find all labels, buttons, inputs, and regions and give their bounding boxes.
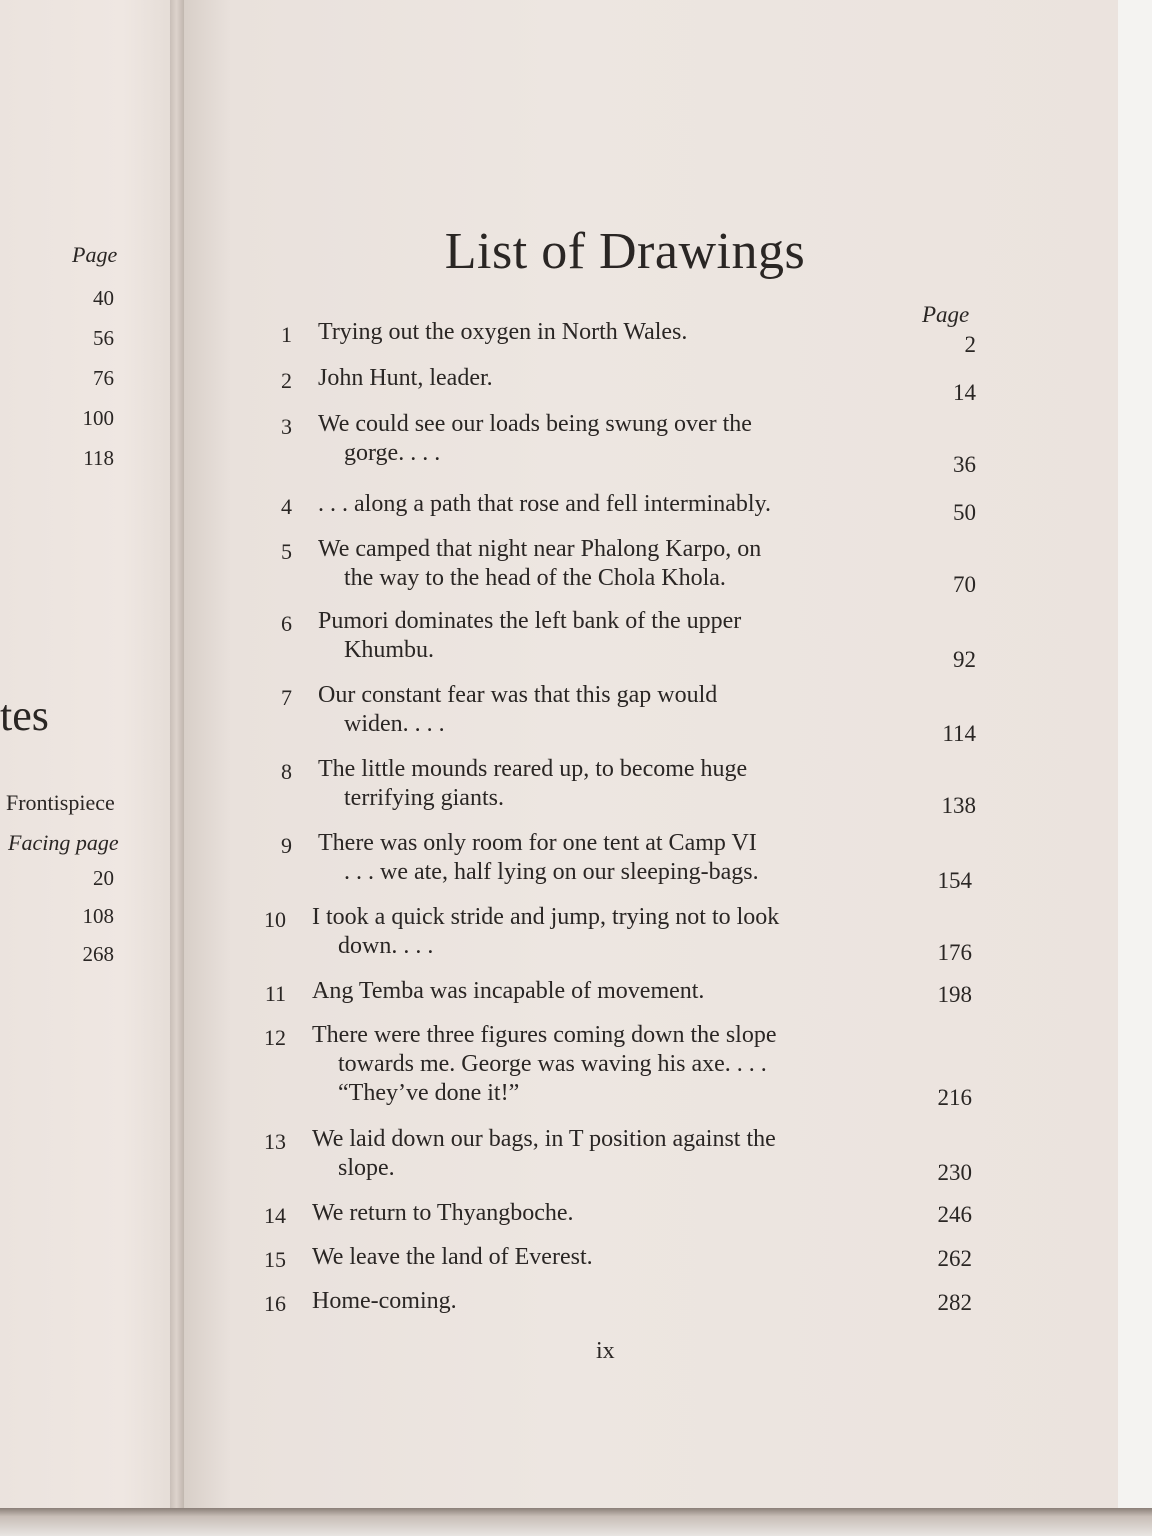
drawing-caption-line: slope. <box>338 1155 395 1181</box>
drawing-number: 3 <box>281 414 292 439</box>
drawing-caption-line: . . . along a path that rose and fell interminably. <box>318 491 771 517</box>
drawing-page-number: 216 <box>937 1085 972 1110</box>
page-title: List of Drawings <box>444 223 806 280</box>
drawing-caption-line: Pumori dominates the left bank of the upper <box>318 608 742 634</box>
drawing-number: 1 <box>281 322 292 347</box>
drawing-caption-line: . . . we ate, half lying on our sleeping-bags. <box>344 859 759 885</box>
drawing-caption-line: We return to Thyangboche. <box>312 1200 574 1226</box>
drawing-number: 5 <box>281 539 292 564</box>
drawing-number: 8 <box>281 759 292 784</box>
drawing-page-number: 50 <box>953 500 976 525</box>
drawing-number: 16 <box>264 1291 286 1316</box>
drawing-caption-line: We laid down our bags, in T position against the <box>312 1126 776 1152</box>
drawing-caption-line: terrifying giants. <box>344 785 504 811</box>
left-page-number: 76 <box>93 366 114 390</box>
left-page-frontispiece: Frontispiece <box>6 790 115 815</box>
drawing-page-number: 70 <box>953 572 976 597</box>
left-page-facing-head: Facing page <box>8 830 119 855</box>
left-page <box>0 0 176 1508</box>
drawing-number: 10 <box>264 907 286 932</box>
drawing-page-number: 176 <box>937 940 972 965</box>
left-page-facing-number: 268 <box>82 942 114 966</box>
drawing-number: 6 <box>281 611 292 636</box>
drawing-number: 11 <box>264 981 286 1006</box>
book-bottom-edge <box>0 1508 1152 1536</box>
drawing-caption-line: The little mounds reared up, to become huge <box>318 756 748 782</box>
drawing-number: 7 <box>281 685 292 710</box>
drawing-caption-line: down. . . . <box>338 933 434 959</box>
drawing-page-number: 282 <box>937 1290 972 1315</box>
drawing-caption-line: the way to the head of the Chola Khola. <box>344 565 726 591</box>
drawing-caption-line: We could see our loads being swung over the <box>318 411 752 437</box>
drawing-caption-line: There was only room for one tent at Camp VI <box>318 830 757 856</box>
left-page-heading-fragment: tes <box>0 691 49 740</box>
drawing-page-number: 138 <box>941 793 976 818</box>
left-page-facing-number: 20 <box>93 866 114 890</box>
drawing-caption-line: Trying out the oxygen in North Wales. <box>318 319 688 345</box>
drawing-page-number: 36 <box>953 452 976 477</box>
drawing-number: 9 <box>281 833 292 858</box>
drawing-page-number: 2 <box>964 332 976 357</box>
drawing-caption-line: Our constant fear was that this gap would <box>318 682 718 708</box>
drawing-page-number: 92 <box>953 647 976 672</box>
drawing-page-number: 230 <box>937 1160 972 1185</box>
left-page-facing-number: 108 <box>82 904 114 928</box>
drawing-number: 4 <box>281 494 292 519</box>
drawing-number: 2 <box>281 368 292 393</box>
left-page-number: 40 <box>93 286 114 310</box>
drawing-caption-line: We leave the land of Everest. <box>312 1244 593 1270</box>
drawing-page-number: 262 <box>937 1246 972 1271</box>
drawing-caption-line: Khumbu. <box>344 637 434 663</box>
drawing-caption-line: towards me. George was waving his axe. . . . <box>338 1051 767 1077</box>
drawing-page-number: 14 <box>953 380 976 405</box>
drawing-page-number: 154 <box>937 868 972 893</box>
drawing-page-number: 198 <box>937 982 972 1007</box>
drawing-number: 14 <box>264 1203 286 1228</box>
drawing-caption-line: widen. . . . <box>344 711 445 737</box>
left-page-number: 118 <box>83 446 114 470</box>
drawing-page-number: 246 <box>937 1202 972 1227</box>
page-column-head: Page <box>922 302 970 327</box>
drawing-number: 15 <box>264 1247 286 1272</box>
drawing-number: 12 <box>264 1025 286 1050</box>
drawing-caption-line: Home-coming. <box>312 1288 457 1314</box>
drawing-caption-line: Ang Temba was incapable of movement. <box>312 978 705 1004</box>
drawing-caption-line: gorge. . . . <box>344 440 441 466</box>
left-page-number: 56 <box>93 326 114 350</box>
drawing-caption-line: “They’ve done it!” <box>338 1080 520 1106</box>
left-page-column-head: Page <box>72 242 118 267</box>
page-edge <box>1118 0 1152 1536</box>
drawing-caption-line: We camped that night near Phalong Karpo, on <box>318 536 762 562</box>
drawing-caption-line: I took a quick stride and jump, trying not to look <box>312 904 780 930</box>
drawing-caption-line: There were three figures coming down the slope <box>312 1022 777 1048</box>
drawing-caption-line: John Hunt, leader. <box>318 365 493 391</box>
drawing-number: 13 <box>264 1129 286 1154</box>
drawing-page-number: 114 <box>942 721 976 746</box>
left-page-number: 100 <box>82 406 114 430</box>
page-folio: ix <box>596 1338 615 1364</box>
